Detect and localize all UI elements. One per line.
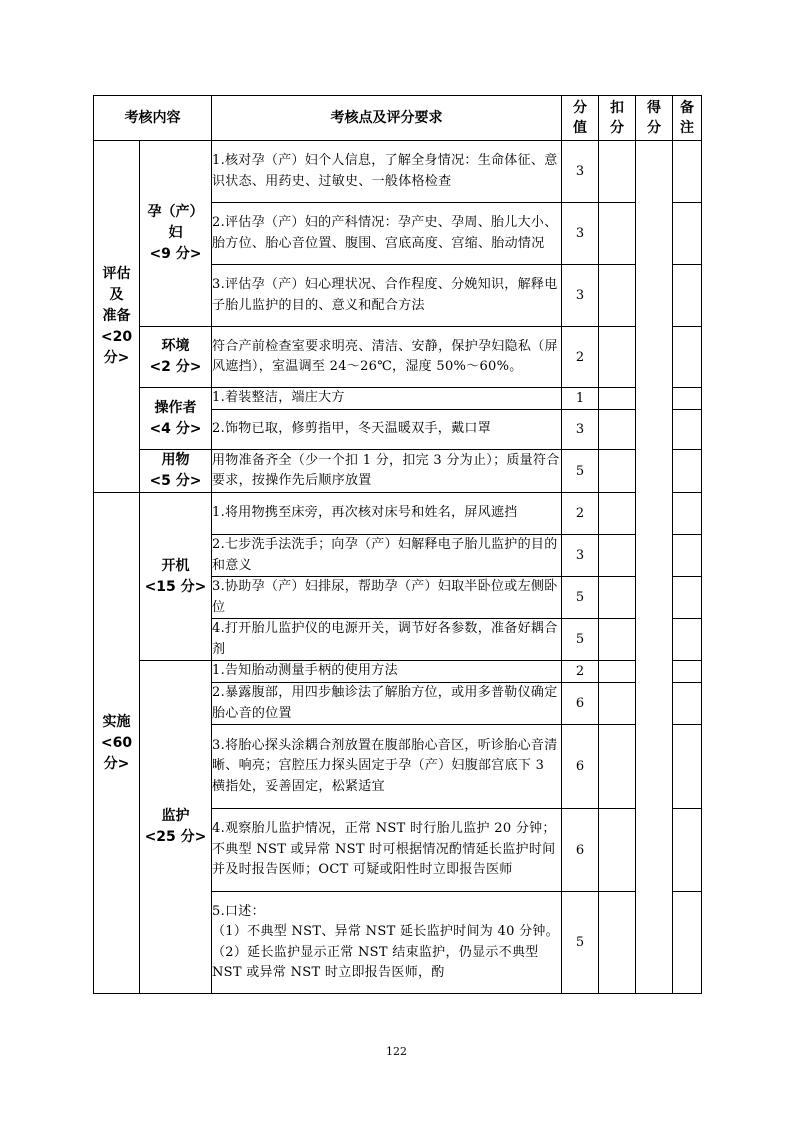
deduct-cell: [599, 892, 636, 994]
assessment-table: [93, 95, 702, 994]
score-cell: 3: [562, 265, 599, 327]
note-cell: [673, 141, 702, 203]
requirement-text: 4.打开胎儿监护仪的电源开关，调节好各参数，准备好耦合剂: [212, 621, 558, 657]
header-deduct: 扣 分: [599, 96, 636, 141]
note-cell: [673, 410, 702, 450]
score-cell: 6: [562, 683, 599, 725]
requirement-cell: [212, 892, 562, 994]
requirement-cell: [212, 410, 562, 450]
gain-cell: [636, 141, 673, 994]
note-cell: [673, 535, 702, 577]
header-score: 分 值: [562, 96, 599, 141]
requirement-cell: [212, 725, 562, 809]
requirement-cell: [212, 683, 562, 725]
score-cell: 2: [562, 493, 599, 535]
deduct-cell: [599, 809, 636, 892]
note-cell: [673, 265, 702, 327]
requirement-text: 1.核对孕（产）妇个人信息，了解全身情况：生命体征、意识状态、用药史、过敏史、一般体格检查: [212, 153, 558, 189]
requirement-text: 2.七步洗手法洗手；向孕（产）妇解释电子胎儿监护的目的和意义: [212, 537, 558, 573]
deduct-cell: [599, 203, 636, 265]
requirement-text: 1.告知胎动测量手柄的使用方法: [212, 663, 398, 679]
note-cell: [673, 493, 702, 535]
score-cell: 6: [562, 809, 599, 892]
table-row: [94, 141, 702, 203]
note-cell: [673, 809, 702, 892]
note-cell: [673, 203, 702, 265]
requirement-cell: [212, 493, 562, 535]
requirement-text: 2.饰物已取，修剪指甲，冬天温暖双手，戴口罩: [212, 421, 492, 437]
requirement-cell: [212, 661, 562, 683]
requirement-text: 3.协助孕（产）妇排尿，帮助孕（产）妇取半卧位或左侧卧位: [212, 579, 558, 615]
requirement-cell: [212, 203, 562, 265]
header-content: 考核内容: [94, 96, 212, 141]
note-cell: [673, 725, 702, 809]
requirement-text: 2.暴露腹部，用四步触诊法了解胎方位，或用多普勒仪确定胎心音的位置: [212, 685, 558, 721]
score-cell: 3: [562, 141, 599, 203]
requirement-text: 1.将用物携至床旁，再次核对床号和姓名，屏风遮挡: [212, 505, 518, 521]
header-gain: 得 分: [636, 96, 673, 141]
table-row: [94, 493, 702, 535]
requirement-text: 3.将胎心探头涂耦合剂放置在腹部胎心音区，听诊胎心音清晰、响亮；宫腔压力探头固定于孕（产）妇腹部宫底下 3 横指处，妥善固定，松紧适宜: [212, 737, 558, 794]
section-label: 实施 <60 分>: [94, 493, 140, 994]
deduct-cell: [599, 577, 636, 619]
requirement-cell: [212, 141, 562, 203]
score-cell: 6: [562, 725, 599, 809]
table-header-row: [94, 96, 702, 141]
requirement-cell: [212, 327, 562, 388]
score-cell: 2: [562, 327, 599, 388]
requirement-cell: [212, 265, 562, 327]
requirement-text: 1.着装整洁，端庄大方: [212, 390, 345, 406]
requirement-cell: [212, 809, 562, 892]
score-cell: 5: [562, 450, 599, 493]
requirement-text: 用物准备齐全（少一个扣 1 分，扣完 3 分为止）；质量符合要求，按操作先后顺序放置: [212, 452, 560, 488]
deduct-cell: [599, 388, 636, 410]
score-cell: 5: [562, 577, 599, 619]
requirement-text: 2.评估孕（产）妇的产科情况：孕产史、孕周、胎儿大小、胎方位、胎心音位置、腹围、宫底高度、宫缩、胎动情况: [212, 215, 558, 251]
score-cell: 5: [562, 892, 599, 994]
deduct-cell: [599, 410, 636, 450]
table-row: [94, 450, 702, 493]
note-cell: [673, 661, 702, 683]
deduct-cell: [599, 265, 636, 327]
group-label: 用物 <5 分>: [140, 450, 212, 493]
score-cell: 3: [562, 203, 599, 265]
score-cell: 5: [562, 619, 599, 661]
group-label: 操作者 <4 分>: [140, 388, 212, 450]
score-cell: 1: [562, 388, 599, 410]
score-cell: 3: [562, 535, 599, 577]
note-cell: [673, 327, 702, 388]
deduct-cell: [599, 683, 636, 725]
group-label: 监护 <25 分>: [140, 661, 212, 994]
score-cell: 3: [562, 410, 599, 450]
requirement-text: 4.观察胎儿监护情况，正常 NST 时行胎儿监护 20 分钟；不典型 NST 或异常 NST 时可根据情况酌情延长监护时间并及时报告医师；OCT 可疑或阳性时立即报告医师: [212, 821, 556, 878]
group-label: 环境 <2 分>: [140, 327, 212, 388]
deduct-cell: [599, 619, 636, 661]
requirement-text: 符合产前检查室要求明亮、清洁、安静，保护孕妇隐私（屏风遮挡），室温调至 24～26℃，湿度 50%～60%。: [212, 338, 558, 374]
section-label: 评估 及 准备 <20 分>: [94, 141, 140, 493]
note-cell: [673, 388, 702, 410]
requirement-cell: [212, 619, 562, 661]
table-row: [94, 327, 702, 388]
deduct-cell: [599, 535, 636, 577]
requirement-cell: [212, 535, 562, 577]
group-label: 孕（产） 妇 <9 分>: [140, 141, 212, 327]
note-cell: [673, 892, 702, 994]
requirement-text: 5.口述： （1）不典型 NST、异常 NST 延长监护时间为 40 分钟。 （2）延长监护显示正常 NST 结束监护，仍显示不典型 NST 或异常 NST 时立即报告医师，酌: [212, 903, 559, 980]
deduct-cell: [599, 493, 636, 535]
deduct-cell: [599, 725, 636, 809]
note-cell: [673, 450, 702, 493]
requirement-text: 3.评估孕（产）妇心理状况、合作程度、分娩知识，解释电子胎儿监护的目的、意义和配合方法: [212, 277, 558, 313]
note-cell: [673, 683, 702, 725]
deduct-cell: [599, 327, 636, 388]
requirement-cell: [212, 388, 562, 410]
group-label: 开机 <15 分>: [140, 493, 212, 661]
deduct-cell: [599, 141, 636, 203]
header-note: 备 注: [673, 96, 702, 141]
note-cell: [673, 577, 702, 619]
requirement-cell: [212, 450, 562, 493]
deduct-cell: [599, 450, 636, 493]
table-row: [94, 388, 702, 410]
deduct-cell: [599, 661, 636, 683]
note-cell: [673, 619, 702, 661]
requirement-cell: [212, 577, 562, 619]
header-requirements: 考核点及评分要求: [212, 96, 562, 141]
table-row: [94, 661, 702, 683]
score-cell: 2: [562, 661, 599, 683]
page-number: 122: [386, 1045, 407, 1058]
